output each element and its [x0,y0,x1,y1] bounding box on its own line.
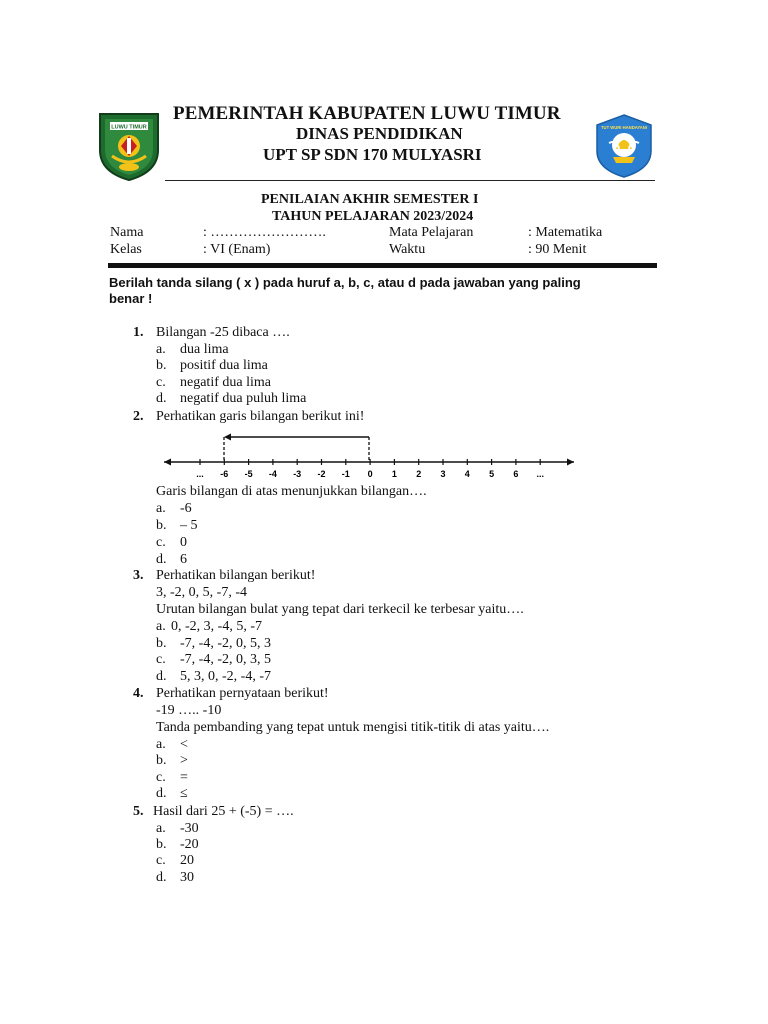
option-text: positif dua lima [180,358,268,373]
option-label[interactable]: c. [156,375,166,390]
option-label[interactable]: d. [156,786,167,801]
option-text: 5, 3, 0, -2, -4, -7 [180,669,271,684]
option-text: = [180,770,188,785]
option-label[interactable]: a. [156,737,166,752]
numberline-label: ... [196,469,204,479]
option-label[interactable]: d. [156,552,167,567]
waktu-label: Waktu [389,242,426,257]
option-label[interactable]: b. [156,518,167,533]
question-number: 3. [133,568,144,583]
question-text: Tanda pembanding yang tepat untuk mengisi titik-titik di atas yaitu…. [156,720,550,735]
info-divider [108,263,657,268]
option-text: negatif dua lima [180,375,271,390]
tut-wuri-handayani-logo [595,113,653,179]
option-label[interactable]: a. [156,501,166,516]
numberline-left-arrowhead [164,459,171,466]
option-text: dua lima [180,342,229,357]
option-text: 20 [180,853,194,868]
question-number: 4. [133,686,144,701]
instruction-line-1: Berilah tanda silang ( x ) pada huruf a, b, c, atau d pada jawaban yang paling [109,275,581,290]
option-text: > [180,753,188,768]
numberline-label: 3 [440,469,446,479]
numberline-label: 2 [416,469,422,479]
option-text: -20 [180,837,199,852]
exam-year: TAHUN PELAJARAN 2023/2024 [272,209,474,224]
numberline-label: 1 [391,469,397,479]
question-text: Bilangan -25 dibaca …. [156,325,290,340]
option-label[interactable]: c. [156,770,166,785]
numberline-label: -3 [293,469,302,479]
question-number: 5. [133,804,144,819]
numberline-label: 0 [367,469,373,479]
option-text: -7, -4, -2, 0, 3, 5 [180,652,271,667]
option-label[interactable]: b. [156,636,167,651]
numberline-label: -4 [268,469,277,479]
option-text: – 5 [180,518,198,533]
number-line [160,430,580,480]
numberline-label: ... [536,469,544,479]
header-school: UPT SP SDN 170 MULYASRI [263,145,482,164]
numberline-label: -6 [220,469,229,479]
header-department: DINAS PENDIDIKAN [296,124,463,143]
option-label[interactable]: a. [156,342,166,357]
option-label[interactable]: a. [156,619,166,634]
logo-left-text: LUWU TIMUR [111,124,147,131]
option-label[interactable]: a. [156,821,166,836]
comparison-statement: -19 ….. -10 [156,703,222,718]
question-number: 1. [133,325,144,340]
option-label[interactable]: d. [156,870,167,885]
option-label[interactable]: c. [156,853,166,868]
mapel-value: : Matematika [528,225,603,240]
nama-label: Nama [110,225,144,240]
mapel-label: Mata Pelajaran [389,225,474,240]
question-text: Urutan bilangan bulat yang tepat dari terkecil ke terbesar yaitu…. [156,602,524,617]
option-label[interactable]: d. [156,391,167,406]
numberline-right-arrowhead [567,459,574,466]
option-text: 0, -2, 3, -4, 5, -7 [171,619,262,634]
waktu-value: : 90 Menit [528,242,587,257]
question-text: Perhatikan bilangan berikut! [156,568,316,583]
exam-title: PENILAIAN AKHIR SEMESTER I [261,192,479,207]
instruction-line-2: benar ! [109,291,153,306]
question-text: Hasil dari 25 + (-5) = …. [153,804,294,819]
kelas-value: : VI (Enam) [203,242,271,257]
number-set: 3, -2, 0, 5, -7, -4 [156,585,247,600]
option-text: ≤ [180,786,188,801]
option-text: negatif dua puluh lima [180,391,307,406]
nama-value[interactable]: : ……………………. [203,225,326,240]
option-label[interactable]: b. [156,837,167,852]
option-label[interactable]: b. [156,358,167,373]
option-label[interactable]: d. [156,669,167,684]
numberline-label: 6 [513,469,519,479]
option-text: -7, -4, -2, 0, 5, 3 [180,636,271,651]
option-text: -30 [180,821,199,836]
kelas-label: Kelas [110,242,142,257]
option-text: 0 [180,535,187,550]
question-text: Garis bilangan di atas menunjukkan bilangan…. [156,484,427,499]
numberline-label: 4 [464,469,470,479]
question-text: Perhatikan pernyataan berikut! [156,686,329,701]
option-label[interactable]: b. [156,753,167,768]
header-divider [165,180,655,181]
numberline-label: -1 [341,469,350,479]
logo-right-text: TUT WURI HANDAYANI [601,125,647,130]
numberline-label: -5 [244,469,253,479]
option-text: 30 [180,870,194,885]
header-government: PEMERINTAH KABUPATEN LUWU TIMUR [173,103,561,124]
option-label[interactable]: c. [156,652,166,667]
question-text: Perhatikan garis bilangan berikut ini! [156,409,365,424]
option-label[interactable]: c. [156,535,166,550]
luwu-timur-logo [96,110,162,182]
option-text: < [180,737,188,752]
numberline-label: -2 [317,469,326,479]
option-text: -6 [180,501,192,516]
numberline-label: 5 [489,469,495,479]
option-text: 6 [180,552,187,567]
jump-arrowhead [224,434,231,441]
question-number: 2. [133,409,144,424]
